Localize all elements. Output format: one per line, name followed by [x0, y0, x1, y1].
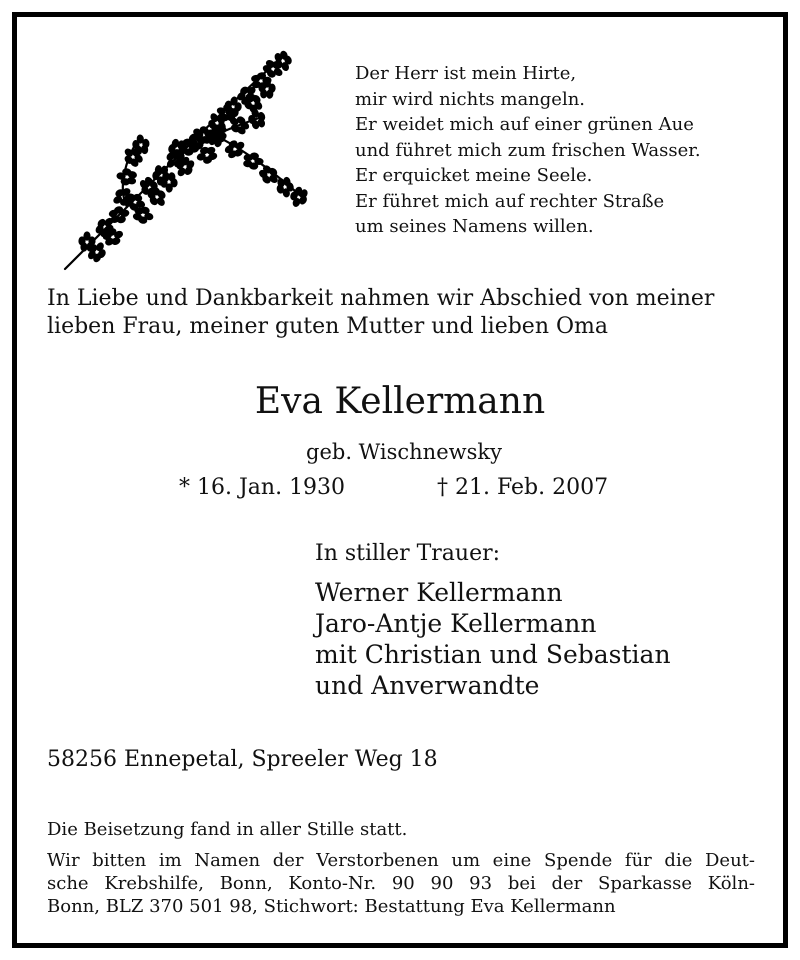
donation-line: sche Krebshilfe, Bonn, Konto-Nr. 90 90 93 bei der Sparkasse Köln- [47, 873, 755, 894]
intro-text [47, 285, 714, 341]
mourner-name: mit Christian und Sebastian [315, 640, 671, 669]
psalm-line: mir wird nichts mangeln. [355, 88, 586, 110]
donation-request [47, 849, 755, 918]
psalm-line: und führet mich zum frischen Wasser. [355, 139, 701, 161]
mourner-name: Werner Kellermann [315, 578, 563, 607]
leaf-branch-icon [57, 37, 327, 277]
death-date: † 21. Feb. 2007 [437, 475, 609, 500]
mourners-list [315, 577, 671, 701]
mourner-name: Jaro-Antje Kellermann [315, 609, 597, 638]
psalm-line: Der Herr ist mein Hirte, [355, 63, 577, 84]
psalm-line: Er weidet mich auf einer grünen Aue [355, 114, 694, 135]
donation-line: Bonn, BLZ 370 501 98, Stichwort: Bestattung Eva Kellermann [47, 896, 616, 917]
deceased-name: Eva Kellermann [254, 381, 546, 422]
donation-line: Wir bitten im Namen der Verstorbenen um eine Spende für die Deut- [47, 850, 755, 871]
burial-note: Die Beisetzung fand in aller Stille statt. [47, 819, 408, 840]
intro-line: In Liebe und Dankbarkeit nahmen wir Abschied von meiner [47, 286, 715, 311]
mourner-name: und Anverwandte [315, 671, 540, 700]
family-address: 58256 Ennepetal, Spreeler Weg 18 [47, 747, 438, 772]
psalm-line: Er erquicket meine Seele. [355, 165, 593, 186]
mourning-label: In stiller Trauer: [315, 541, 501, 566]
birth-name: geb. Wischnewsky [306, 440, 502, 464]
intro-line: lieben Frau, meiner guten Mutter und lieben Oma [47, 314, 608, 339]
psalm-quote [355, 61, 701, 240]
birth-date: * 16. Jan. 1930 [179, 475, 346, 500]
obituary-notice [12, 12, 788, 948]
psalm-line: um seines Namens willen. [355, 216, 594, 237]
psalm-line: Er führet mich auf rechter Straße [355, 190, 665, 212]
